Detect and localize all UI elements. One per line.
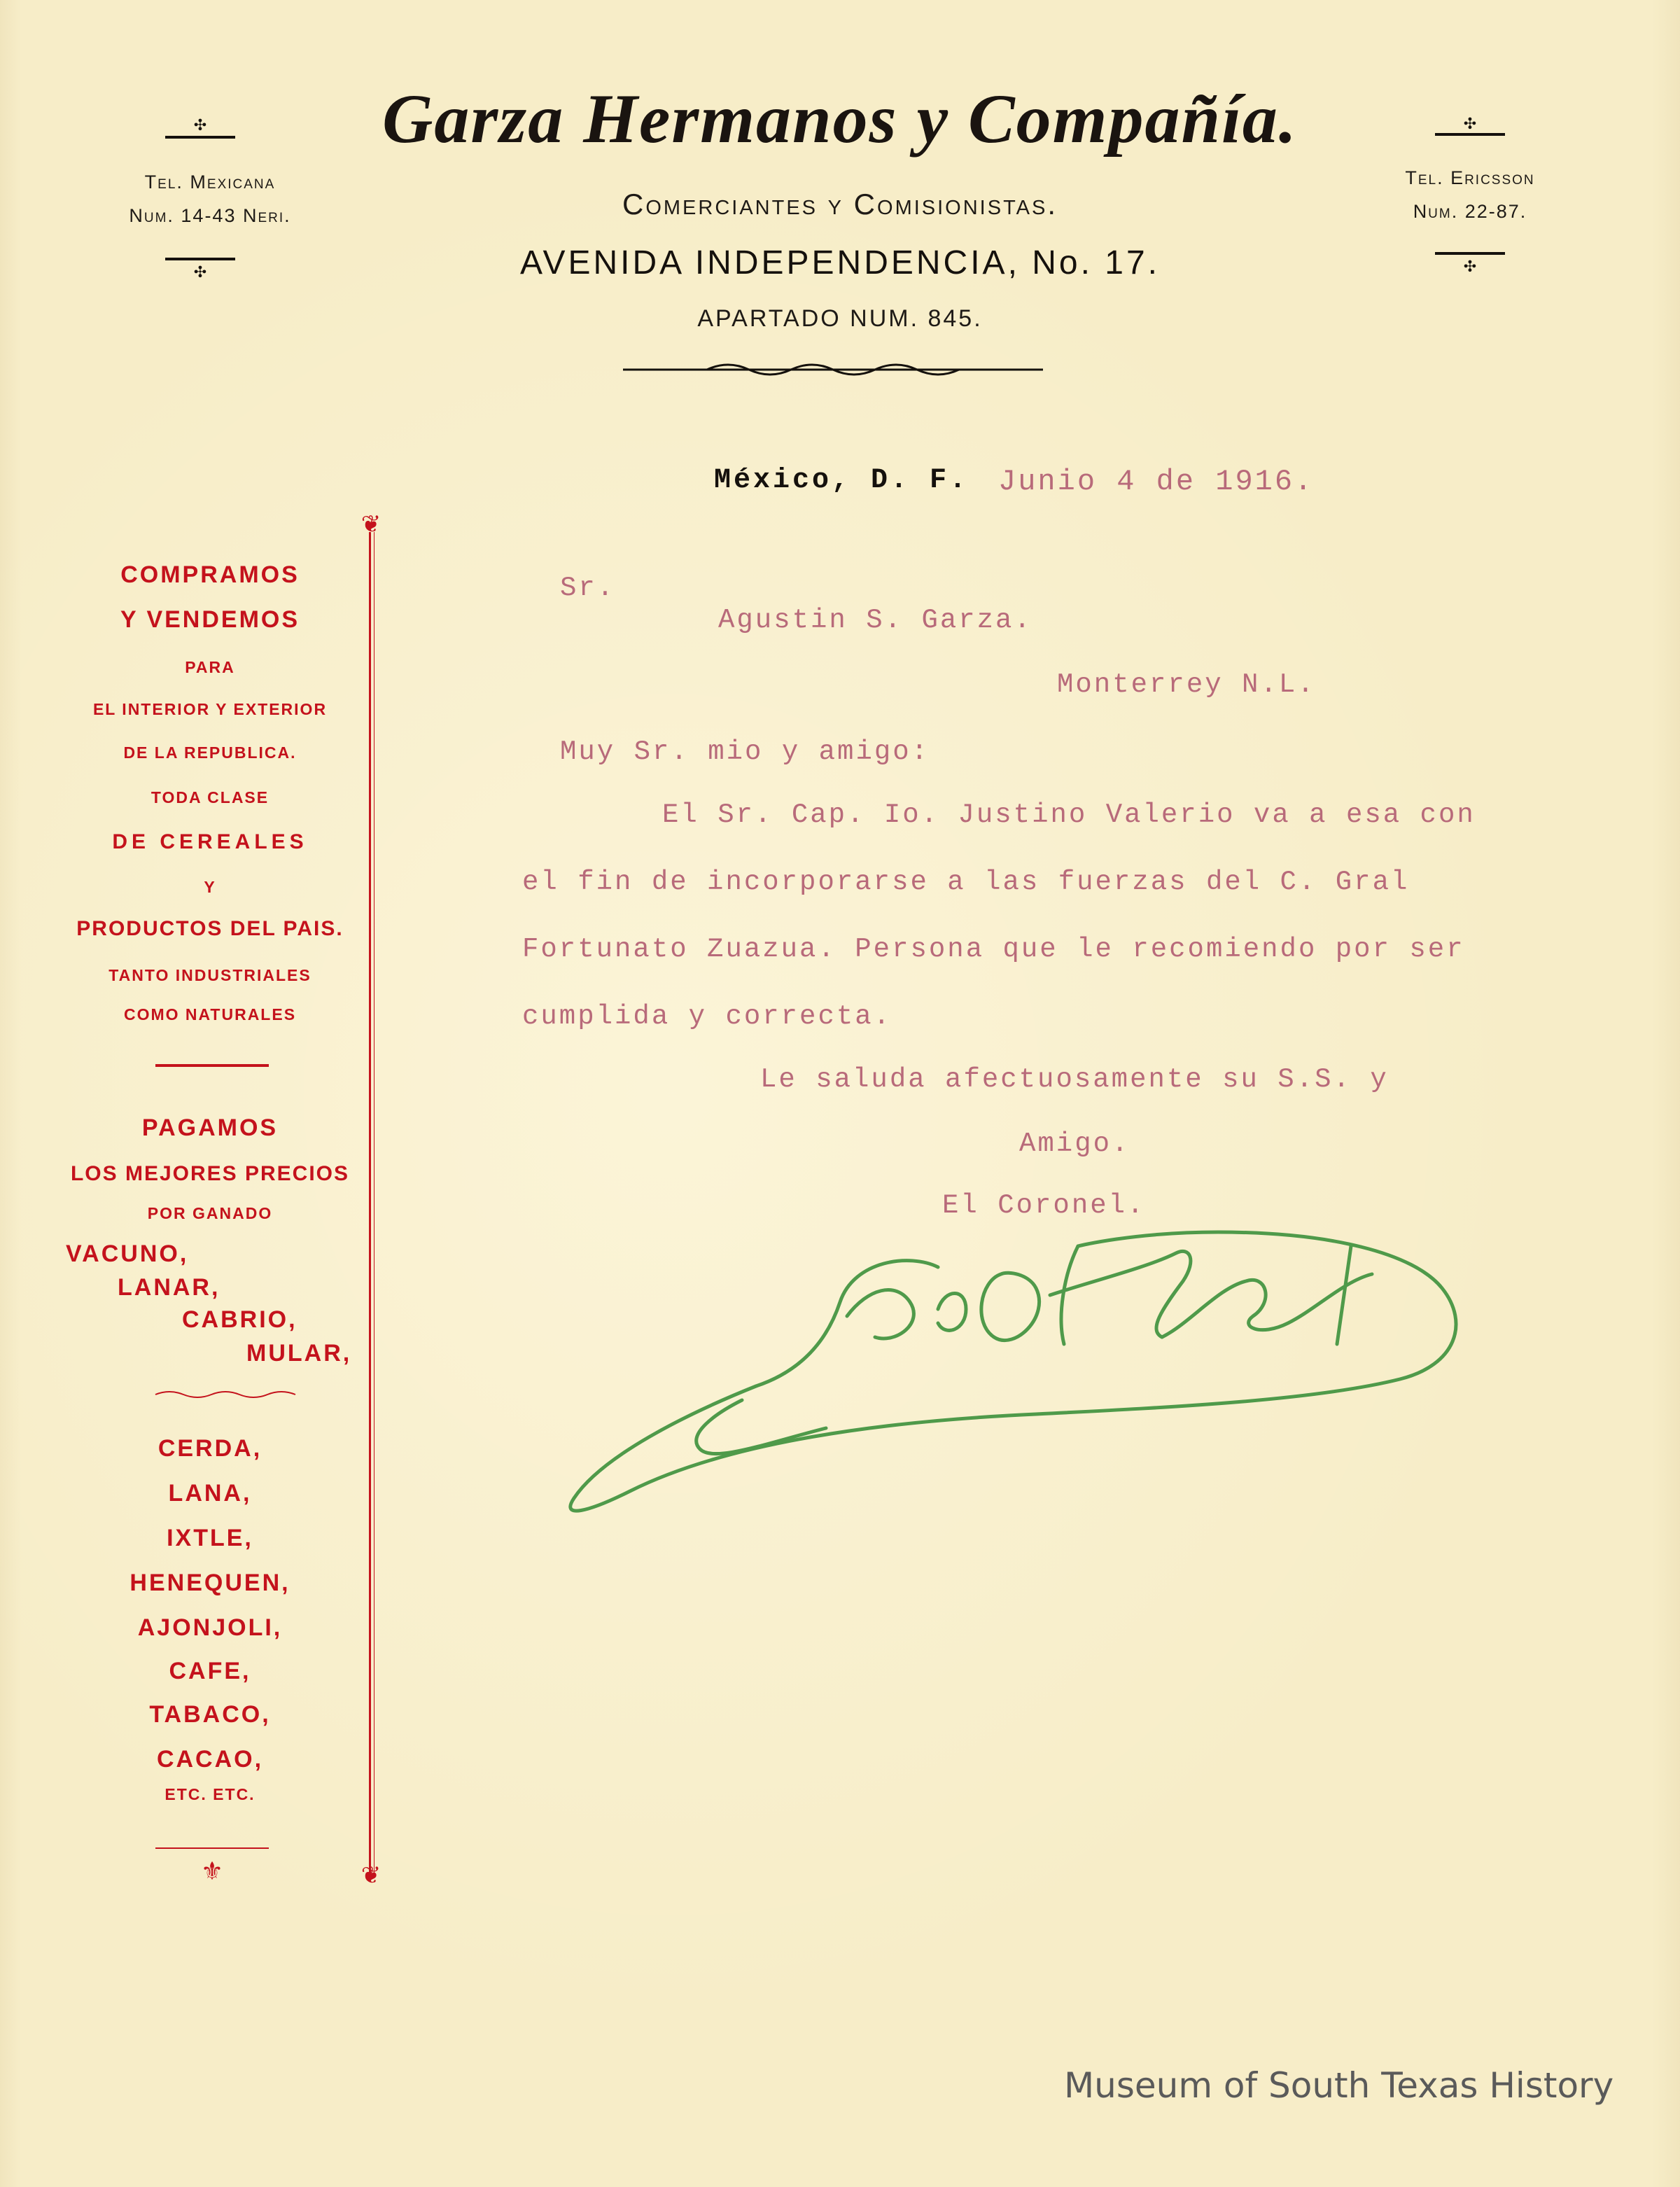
letter-body-line4: cumplida y correcta.: [522, 1001, 892, 1032]
sidebar-line-republica: DE LA REPUBLICA.: [123, 743, 297, 762]
ornament-fleuron-icon: ✣: [193, 117, 207, 134]
sidebar-divider-2: [155, 1392, 295, 1397]
letter-city: Monterrey N.L.: [1057, 669, 1316, 700]
sidebar-line-compramos: COMPRAMOS: [120, 561, 300, 588]
telephone-right-line1: Tel. Ericsson: [1405, 167, 1535, 188]
sidebar-line-lanar: LANAR,: [118, 1274, 220, 1301]
sidebar-line-ajonjoli: AJONJOLI,: [137, 1614, 283, 1641]
sidebar-top-fleuron-icon: ❦: [360, 510, 382, 538]
sidebar-line-toda-clase: TODA CLASE: [150, 788, 270, 806]
sidebar-line-para: PARA: [185, 658, 235, 676]
company-address: AVENIDA INDEPENDENCIA, No. 17.: [519, 244, 1160, 281]
museum-watermark: Museum of South Texas History: [1064, 2065, 1614, 2106]
ornament-divider-center: [623, 365, 1043, 375]
letter-greeting: Muy Sr. mio y amigo:: [560, 736, 930, 767]
company-apartado: APARTADO NUM. 845.: [697, 305, 983, 332]
letter-closing-line1: Le saluda afectuosamente su S.S. y: [760, 1064, 1389, 1095]
sidebar-line-cereales: DE CEREALES: [112, 830, 308, 853]
company-name: Garza Hermanos y Compañía.: [382, 80, 1298, 158]
sidebar-line-vacuno: VACUNO,: [66, 1241, 189, 1267]
sidebar-line-cerda: CERDA,: [158, 1435, 262, 1462]
sidebar-line-productos: PRODUCTOS DEL PAIS.: [76, 917, 344, 940]
sidebar-line-vendemos: Y VENDEMOS: [120, 606, 300, 633]
sidebar-line-precios: LOS MEJORES PRECIOS: [70, 1162, 350, 1185]
letter-recipient: Agustin S. Garza.: [718, 605, 1032, 636]
sidebar-line-tabaco: TABACO,: [149, 1701, 271, 1728]
sidebar-line-pagamos: PAGAMOS: [141, 1115, 279, 1141]
sidebar-line-cacao: CACAO,: [156, 1746, 264, 1773]
sidebar-line-lana: LANA,: [168, 1480, 252, 1507]
company-subtitle: Comerciantes y Comisionistas.: [622, 188, 1058, 221]
ornament-fleuron-icon: ✣: [193, 264, 207, 281]
letter-date: Junio 4 de 1916.: [998, 465, 1315, 498]
sidebar-line-etc: ETC. ETC.: [164, 1785, 255, 1803]
sidebar-fleur-icon: ⚜: [200, 1857, 224, 1886]
letter-body-line1: El Sr. Cap. Io. Justino Valerio va a esa con: [662, 799, 1476, 830]
sidebar-line-y: Y: [204, 878, 216, 896]
sidebar-line-industriales: TANTO INDUSTRIALES: [108, 966, 312, 984]
sidebar-bottom-fleuron-icon: ❦: [360, 1861, 382, 1889]
ornament-fleuron-icon: ✣: [1463, 116, 1477, 133]
telephone-right-line2: Num. 22-87.: [1413, 201, 1527, 222]
sidebar-line-ixtle: IXTLE,: [167, 1525, 253, 1551]
sidebar-line-interior: EL INTERIOR Y EXTERIOR: [92, 700, 328, 718]
letter-closing-line2: Amigo.: [1019, 1129, 1130, 1159]
sidebar-line-ganado: POR GANADO: [147, 1204, 273, 1222]
telephone-left-line2: Num. 14-43 Neri.: [129, 205, 291, 226]
ornament-fleuron-icon: ✣: [1463, 258, 1477, 276]
sidebar-line-naturales: COMO NATURALES: [123, 1005, 297, 1023]
sidebar-line-mular: MULAR,: [246, 1340, 352, 1367]
signature: [546, 1204, 1498, 1568]
sidebar-line-henequen: HENEQUEN,: [130, 1570, 290, 1596]
sidebar-line-cabrio: CABRIO,: [182, 1306, 298, 1333]
letter-body-line2: el fin de incorporarse a las fuerzas del C. Gral: [522, 867, 1410, 897]
dateline-place: México, D. F.: [714, 465, 969, 496]
sidebar-line-cafe: CAFE,: [169, 1658, 251, 1684]
telephone-left-line1: Tel. Mexicana: [144, 172, 276, 193]
letter-salutation-sr: Sr.: [560, 573, 616, 603]
letter-body-line3: Fortunato Zuazua. Persona que le recomiendo por ser: [522, 934, 1465, 965]
letter-closing-line3: El Coronel.: [942, 1190, 1146, 1221]
letterhead-ornaments: [0, 0, 1680, 420]
